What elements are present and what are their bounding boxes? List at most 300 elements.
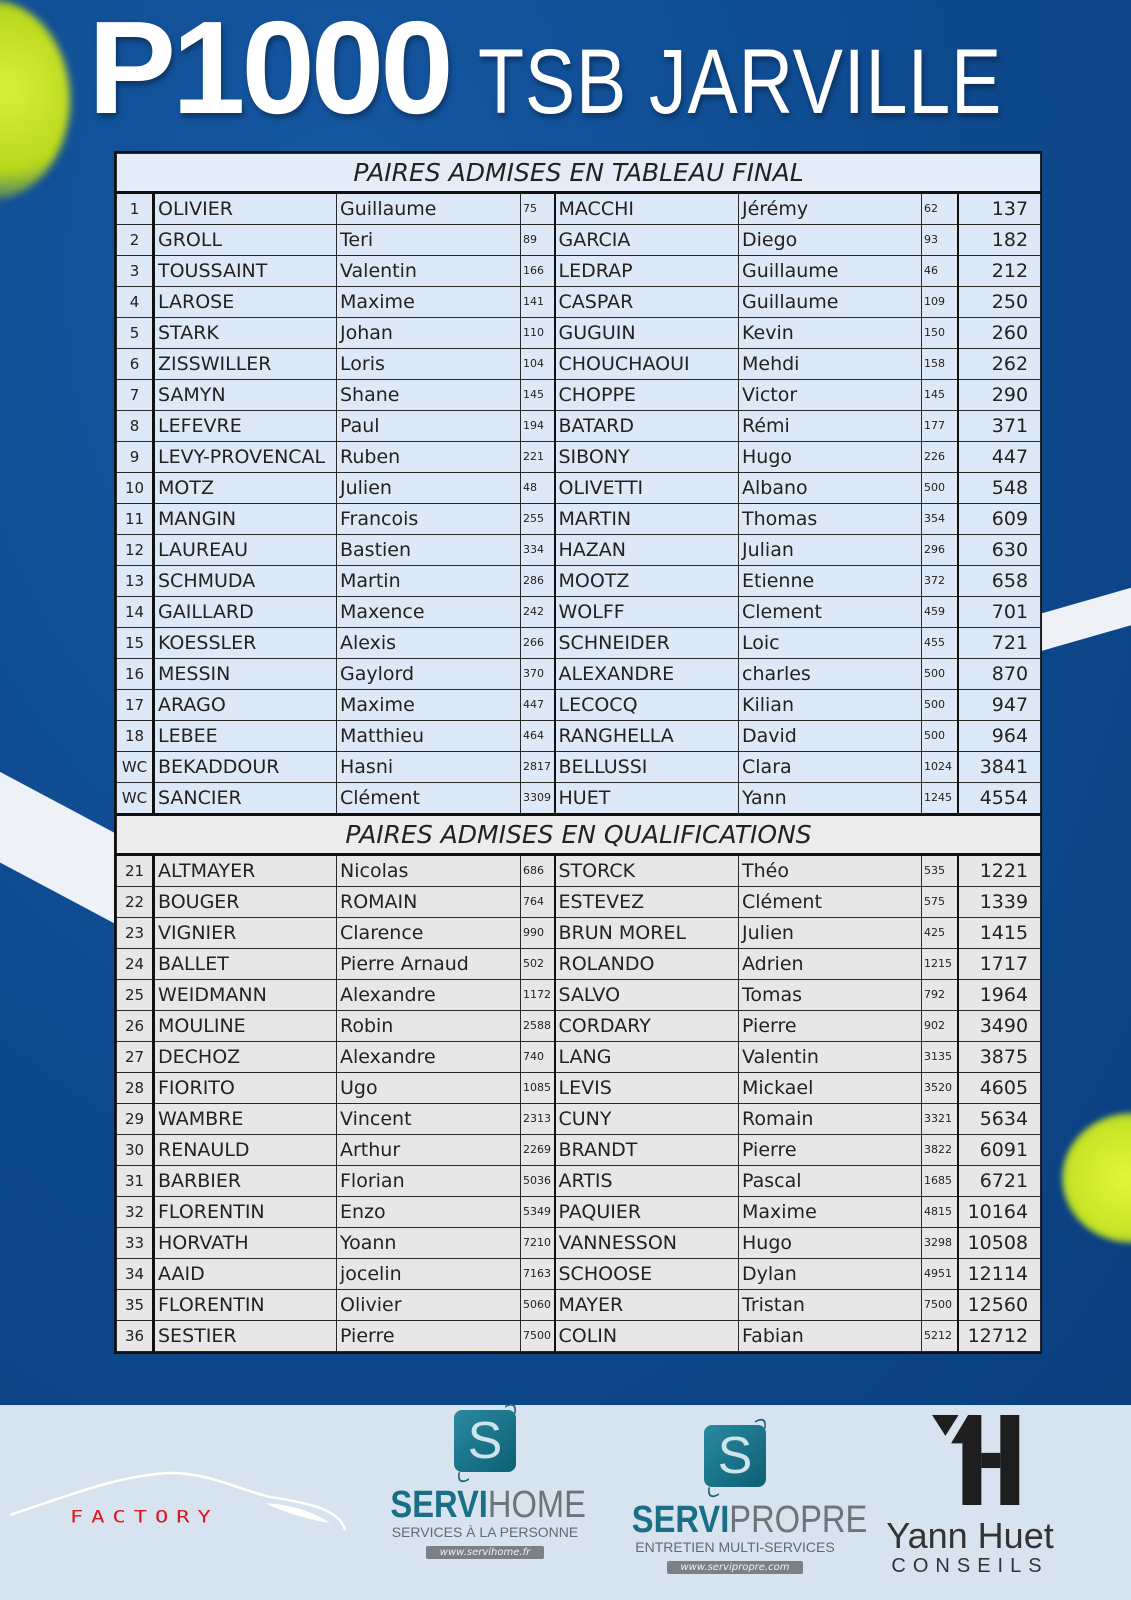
player1-ranking: 7500 (521, 1321, 555, 1352)
table-row (117, 783, 1041, 815)
player2-ranking: 3321 (922, 1104, 958, 1135)
table-row (117, 721, 1041, 752)
pair-total: 3875 (958, 1042, 1041, 1073)
pair-number: 35 (117, 1290, 154, 1321)
table-row (117, 887, 1041, 918)
pair-total: 137 (958, 193, 1041, 225)
player1-firstname: Paul (337, 411, 521, 442)
pair-number: 17 (117, 690, 154, 721)
player1-lastname: FIORITO (154, 1073, 337, 1104)
player1-lastname: ZISSWILLER (154, 349, 337, 380)
player1-firstname: Ugo (337, 1073, 521, 1104)
player2-lastname: WOLFF (555, 597, 739, 628)
player1-firstname: Olivier (337, 1290, 521, 1321)
player2-firstname: Victor (739, 380, 922, 411)
player1-lastname: FLORENTIN (154, 1290, 337, 1321)
pair-number: 2 (117, 225, 154, 256)
pair-total: 12114 (958, 1259, 1041, 1290)
player1-lastname: STARK (154, 318, 337, 349)
player1-ranking: 990 (521, 918, 555, 949)
player2-firstname: Albano (739, 473, 922, 504)
section-title-qualifications: PAIRES ADMISES EN QUALIFICATIONS (117, 815, 1041, 855)
player2-ranking: 4951 (922, 1259, 958, 1290)
pair-total: 548 (958, 473, 1041, 504)
player2-ranking: 93 (922, 225, 958, 256)
pair-number: 32 (117, 1197, 154, 1228)
player2-ranking: 459 (922, 597, 958, 628)
player1-ranking: 104 (521, 349, 555, 380)
player2-lastname: OLIVETTI (555, 473, 739, 504)
player1-lastname: BALLET (154, 949, 337, 980)
player1-lastname: WAMBRE (154, 1104, 337, 1135)
entries-sheet (114, 151, 1042, 1354)
pair-number: 3 (117, 256, 154, 287)
yh-monogram-icon (910, 1415, 1030, 1505)
player1-lastname: BOUGER (154, 887, 337, 918)
player2-lastname: CORDARY (555, 1011, 739, 1042)
player1-ranking: 242 (521, 597, 555, 628)
player2-lastname: VANNESSON (555, 1228, 739, 1259)
table-row (117, 225, 1041, 256)
tennis-ball-icon (1062, 1113, 1131, 1243)
table-row (117, 349, 1041, 380)
player2-ranking: 3135 (922, 1042, 958, 1073)
table-row (117, 752, 1041, 783)
pair-total: 5634 (958, 1104, 1041, 1135)
player1-ranking: 75 (521, 193, 555, 225)
player2-ranking: 46 (922, 256, 958, 287)
player1-lastname: SESTIER (154, 1321, 337, 1352)
pair-number: 36 (117, 1321, 154, 1352)
event-code: P1000 (88, 0, 450, 141)
player2-firstname: Pierre (739, 1011, 922, 1042)
player1-lastname: FLORENTIN (154, 1197, 337, 1228)
player2-lastname: BELLUSSI (555, 752, 739, 783)
pair-number: 14 (117, 597, 154, 628)
player1-firstname: Maxime (337, 690, 521, 721)
table-row (117, 1042, 1041, 1073)
player2-lastname: LECOCQ (555, 690, 739, 721)
player2-firstname: Diego (739, 225, 922, 256)
player1-lastname: GROLL (154, 225, 337, 256)
player1-lastname: WEIDMANN (154, 980, 337, 1011)
pair-total: 260 (958, 318, 1041, 349)
pair-number: 12 (117, 535, 154, 566)
player1-ranking: 89 (521, 225, 555, 256)
player2-firstname: Hugo (739, 1228, 922, 1259)
table-row (117, 256, 1041, 287)
player1-lastname: ALTMAYER (154, 855, 337, 887)
player1-ranking: 194 (521, 411, 555, 442)
pair-number: 22 (117, 887, 154, 918)
servihome-logo (375, 1410, 595, 1559)
pair-total: 290 (958, 380, 1041, 411)
pair-total: 12560 (958, 1290, 1041, 1321)
player1-ranking: 7163 (521, 1259, 555, 1290)
player2-ranking: 5212 (922, 1321, 958, 1352)
pair-number: 30 (117, 1135, 154, 1166)
table-row (117, 597, 1041, 628)
player2-firstname: Fabian (739, 1321, 922, 1352)
player2-lastname: PAQUIER (555, 1197, 739, 1228)
player2-ranking: 62 (922, 193, 958, 225)
player1-firstname: Pierre Arnaud (337, 949, 521, 980)
servipropre-logo (615, 1425, 868, 1574)
pair-number: 28 (117, 1073, 154, 1104)
player1-ranking: 764 (521, 887, 555, 918)
table-row (117, 1228, 1041, 1259)
player1-ranking: 502 (521, 949, 555, 980)
player2-lastname: SCHOOSE (555, 1259, 739, 1290)
player1-ranking: 7210 (521, 1228, 555, 1259)
player1-lastname: LEFEVRE (154, 411, 337, 442)
player2-firstname: Julien (739, 918, 922, 949)
player2-lastname: CASPAR (555, 287, 739, 318)
player1-lastname: KOESSLER (154, 628, 337, 659)
player2-ranking: 226 (922, 442, 958, 473)
servihome-s-icon: S (454, 1410, 516, 1472)
player2-firstname: Adrien (739, 949, 922, 980)
player1-lastname: GAILLARD (154, 597, 337, 628)
player2-firstname: Romain (739, 1104, 922, 1135)
pair-number: 31 (117, 1166, 154, 1197)
pair-total: 10164 (958, 1197, 1041, 1228)
player1-lastname: VIGNIER (154, 918, 337, 949)
factory-logo (10, 1465, 350, 1545)
pair-total: 3841 (958, 752, 1041, 783)
player1-firstname: Alexandre (337, 1042, 521, 1073)
player2-ranking: 3520 (922, 1073, 958, 1104)
player1-ranking: 2817 (521, 752, 555, 783)
player2-firstname: David (739, 721, 922, 752)
player1-ranking: 370 (521, 659, 555, 690)
player1-ranking: 5349 (521, 1197, 555, 1228)
player2-ranking: 500 (922, 473, 958, 504)
player1-lastname: SAMYN (154, 380, 337, 411)
player1-ranking: 1085 (521, 1073, 555, 1104)
player1-ranking: 3309 (521, 783, 555, 815)
pair-total: 1221 (958, 855, 1041, 887)
pair-total: 964 (958, 721, 1041, 752)
player1-firstname: Guillaume (337, 193, 521, 225)
player2-ranking: 425 (922, 918, 958, 949)
table-row (117, 1321, 1041, 1352)
player2-ranking: 4815 (922, 1197, 958, 1228)
player2-ranking: 150 (922, 318, 958, 349)
pair-number: 18 (117, 721, 154, 752)
player1-firstname: Alexandre (337, 980, 521, 1011)
player1-firstname: Matthieu (337, 721, 521, 752)
player1-lastname: OLIVIER (154, 193, 337, 225)
poster-title (88, 0, 1117, 141)
player2-ranking: 7500 (922, 1290, 958, 1321)
player2-ranking: 500 (922, 721, 958, 752)
player2-lastname: BRANDT (555, 1135, 739, 1166)
player2-ranking: 902 (922, 1011, 958, 1042)
player2-firstname: Mickael (739, 1073, 922, 1104)
pair-total: 447 (958, 442, 1041, 473)
player1-firstname: Julien (337, 473, 521, 504)
tennis-ball-icon (0, 0, 70, 200)
player2-lastname: RANGHELLA (555, 721, 739, 752)
table-row (117, 980, 1041, 1011)
player1-firstname: Martin (337, 566, 521, 597)
pair-total: 12712 (958, 1321, 1041, 1352)
player2-lastname: ESTEVEZ (555, 887, 739, 918)
player2-ranking: 354 (922, 504, 958, 535)
player1-firstname: Yoann (337, 1228, 521, 1259)
player2-firstname: Jérémy (739, 193, 922, 225)
player1-ranking: 166 (521, 256, 555, 287)
player1-firstname: Arthur (337, 1135, 521, 1166)
yann-huet-name: Yann Huet (886, 1515, 1054, 1556)
player2-lastname: LANG (555, 1042, 739, 1073)
player2-firstname: Julian (739, 535, 922, 566)
player1-ranking: 266 (521, 628, 555, 659)
pair-number: 21 (117, 855, 154, 887)
final-table-section (117, 154, 1041, 815)
pair-total: 262 (958, 349, 1041, 380)
player1-firstname: Clément (337, 783, 521, 815)
pair-total: 658 (958, 566, 1041, 597)
player2-firstname: Tomas (739, 980, 922, 1011)
player2-firstname: Guillaume (739, 256, 922, 287)
pair-number: 11 (117, 504, 154, 535)
servihome-brand: SERVIHOME (390, 1484, 586, 1526)
table-row (117, 535, 1041, 566)
table-row (117, 411, 1041, 442)
player1-lastname: MANGIN (154, 504, 337, 535)
player2-lastname: ROLANDO (555, 949, 739, 980)
player1-ranking: 2588 (521, 1011, 555, 1042)
player1-firstname: Pierre (337, 1321, 521, 1352)
player2-lastname: LEDRAP (555, 256, 739, 287)
player2-lastname: HUET (555, 783, 739, 815)
servipropre-url: www.servipropre.com (667, 1561, 804, 1574)
player2-firstname: Kilian (739, 690, 922, 721)
player2-ranking: 1215 (922, 949, 958, 980)
player2-lastname: ARTIS (555, 1166, 739, 1197)
player1-lastname: LAUREAU (154, 535, 337, 566)
entries-table (116, 153, 1041, 1352)
table-row (117, 949, 1041, 980)
player2-ranking: 575 (922, 887, 958, 918)
player1-lastname: TOUSSAINT (154, 256, 337, 287)
player2-ranking: 109 (922, 287, 958, 318)
player1-ranking: 48 (521, 473, 555, 504)
player2-firstname: Théo (739, 855, 922, 887)
pair-total: 721 (958, 628, 1041, 659)
pair-number: 16 (117, 659, 154, 690)
table-row (117, 1166, 1041, 1197)
player1-lastname: HORVATH (154, 1228, 337, 1259)
player1-lastname: MESSIN (154, 659, 337, 690)
pair-number: 25 (117, 980, 154, 1011)
player2-ranking: 177 (922, 411, 958, 442)
player1-ranking: 110 (521, 318, 555, 349)
player2-ranking: 500 (922, 659, 958, 690)
pair-number: WC (117, 783, 154, 815)
pair-total: 870 (958, 659, 1041, 690)
venue-name: TSB JARVILLE (477, 31, 1002, 133)
player2-firstname: Loic (739, 628, 922, 659)
player1-lastname: LEVY-PROVENCAL (154, 442, 337, 473)
pair-total: 1339 (958, 887, 1041, 918)
pair-number: 7 (117, 380, 154, 411)
player1-firstname: Bastien (337, 535, 521, 566)
player1-ranking: 2269 (521, 1135, 555, 1166)
player2-ranking: 535 (922, 855, 958, 887)
player1-lastname: SANCIER (154, 783, 337, 815)
player1-firstname: Gaylord (337, 659, 521, 690)
pair-total: 212 (958, 256, 1041, 287)
pair-number: 8 (117, 411, 154, 442)
player2-lastname: STORCK (555, 855, 739, 887)
player2-firstname: Clément (739, 887, 922, 918)
servihome-url: www.servihome.fr (426, 1546, 544, 1559)
player1-firstname: Francois (337, 504, 521, 535)
player2-ranking: 500 (922, 690, 958, 721)
player1-lastname: SCHMUDA (154, 566, 337, 597)
player2-lastname: GUGUIN (555, 318, 739, 349)
player2-firstname: Thomas (739, 504, 922, 535)
table-row (117, 1135, 1041, 1166)
player2-lastname: SCHNEIDER (555, 628, 739, 659)
player2-firstname: Maxime (739, 1197, 922, 1228)
player1-firstname: Clarence (337, 918, 521, 949)
servipropre-tagline: ENTRETIEN MULTI-SERVICES (635, 1539, 835, 1555)
table-row (117, 1290, 1041, 1321)
pair-number: 24 (117, 949, 154, 980)
pair-total: 1964 (958, 980, 1041, 1011)
player1-lastname: RENAULD (154, 1135, 337, 1166)
player1-ranking: 286 (521, 566, 555, 597)
player2-lastname: HAZAN (555, 535, 739, 566)
factory-wordmark: FACTORY (70, 1508, 219, 1527)
table-row (117, 690, 1041, 721)
pair-number: 10 (117, 473, 154, 504)
player1-firstname: jocelin (337, 1259, 521, 1290)
player2-lastname: SIBONY (555, 442, 739, 473)
servipropre-s-icon: S (704, 1425, 766, 1487)
player2-firstname: charles (739, 659, 922, 690)
player1-firstname: Maxime (337, 287, 521, 318)
player1-firstname: ROMAIN (337, 887, 521, 918)
table-row (117, 287, 1041, 318)
player1-firstname: Enzo (337, 1197, 521, 1228)
player2-ranking: 792 (922, 980, 958, 1011)
player1-firstname: Ruben (337, 442, 521, 473)
player1-ranking: 141 (521, 287, 555, 318)
player1-ranking: 447 (521, 690, 555, 721)
pair-number: 5 (117, 318, 154, 349)
player1-firstname: Hasni (337, 752, 521, 783)
pair-number: 15 (117, 628, 154, 659)
player2-lastname: MACCHI (555, 193, 739, 225)
player2-firstname: Hugo (739, 442, 922, 473)
player1-ranking: 464 (521, 721, 555, 752)
pair-total: 10508 (958, 1228, 1041, 1259)
player2-firstname: Yann (739, 783, 922, 815)
player2-firstname: Guillaume (739, 287, 922, 318)
player1-firstname: Florian (337, 1166, 521, 1197)
pair-total: 6091 (958, 1135, 1041, 1166)
pair-number: 29 (117, 1104, 154, 1135)
player2-lastname: MARTIN (555, 504, 739, 535)
player2-ranking: 372 (922, 566, 958, 597)
player2-firstname: Pascal (739, 1166, 922, 1197)
table-row (117, 380, 1041, 411)
player1-lastname: AAID (154, 1259, 337, 1290)
player2-ranking: 1685 (922, 1166, 958, 1197)
player1-firstname: Robin (337, 1011, 521, 1042)
pair-total: 1415 (958, 918, 1041, 949)
table-row (117, 473, 1041, 504)
player2-ranking: 296 (922, 535, 958, 566)
pair-number: 13 (117, 566, 154, 597)
player1-lastname: LAROSE (154, 287, 337, 318)
player1-firstname: Maxence (337, 597, 521, 628)
player1-lastname: BEKADDOUR (154, 752, 337, 783)
player2-firstname: Pierre (739, 1135, 922, 1166)
player2-lastname: COLIN (555, 1321, 739, 1352)
player2-lastname: MAYER (555, 1290, 739, 1321)
player1-ranking: 740 (521, 1042, 555, 1073)
player2-lastname: SALVO (555, 980, 739, 1011)
car-silhouette-icon (10, 1465, 350, 1545)
player1-firstname: Valentin (337, 256, 521, 287)
player2-ranking: 1024 (922, 752, 958, 783)
player2-firstname: Kevin (739, 318, 922, 349)
player2-lastname: MOOTZ (555, 566, 739, 597)
player1-ranking: 221 (521, 442, 555, 473)
yann-huet-sub: CONSEILS (891, 1555, 1049, 1577)
player2-ranking: 3298 (922, 1228, 958, 1259)
player2-lastname: CHOPPE (555, 380, 739, 411)
player2-firstname: Tristan (739, 1290, 922, 1321)
table-row (117, 1011, 1041, 1042)
player1-firstname: Loris (337, 349, 521, 380)
pair-total: 182 (958, 225, 1041, 256)
player2-ranking: 158 (922, 349, 958, 380)
pair-total: 3490 (958, 1011, 1041, 1042)
player2-ranking: 455 (922, 628, 958, 659)
player1-ranking: 334 (521, 535, 555, 566)
player1-ranking: 145 (521, 380, 555, 411)
table-row (117, 918, 1041, 949)
table-row (117, 193, 1041, 225)
player2-lastname: LEVIS (555, 1073, 739, 1104)
player2-lastname: CUNY (555, 1104, 739, 1135)
pair-number: WC (117, 752, 154, 783)
player2-firstname: Mehdi (739, 349, 922, 380)
servihome-tagline: SERVICES À LA PERSONNE (391, 1524, 579, 1540)
player2-lastname: GARCIA (555, 225, 739, 256)
pair-number: 33 (117, 1228, 154, 1259)
table-row (117, 1197, 1041, 1228)
player1-firstname: Nicolas (337, 855, 521, 887)
pair-number: 4 (117, 287, 154, 318)
table-row (117, 504, 1041, 535)
pair-total: 701 (958, 597, 1041, 628)
player2-firstname: Dylan (739, 1259, 922, 1290)
player2-ranking: 1245 (922, 783, 958, 815)
player2-firstname: Clement (739, 597, 922, 628)
player1-ranking: 686 (521, 855, 555, 887)
player1-firstname: Alexis (337, 628, 521, 659)
player1-lastname: DECHOZ (154, 1042, 337, 1073)
section-title-final: PAIRES ADMISES EN TABLEAU FINAL (117, 154, 1041, 193)
